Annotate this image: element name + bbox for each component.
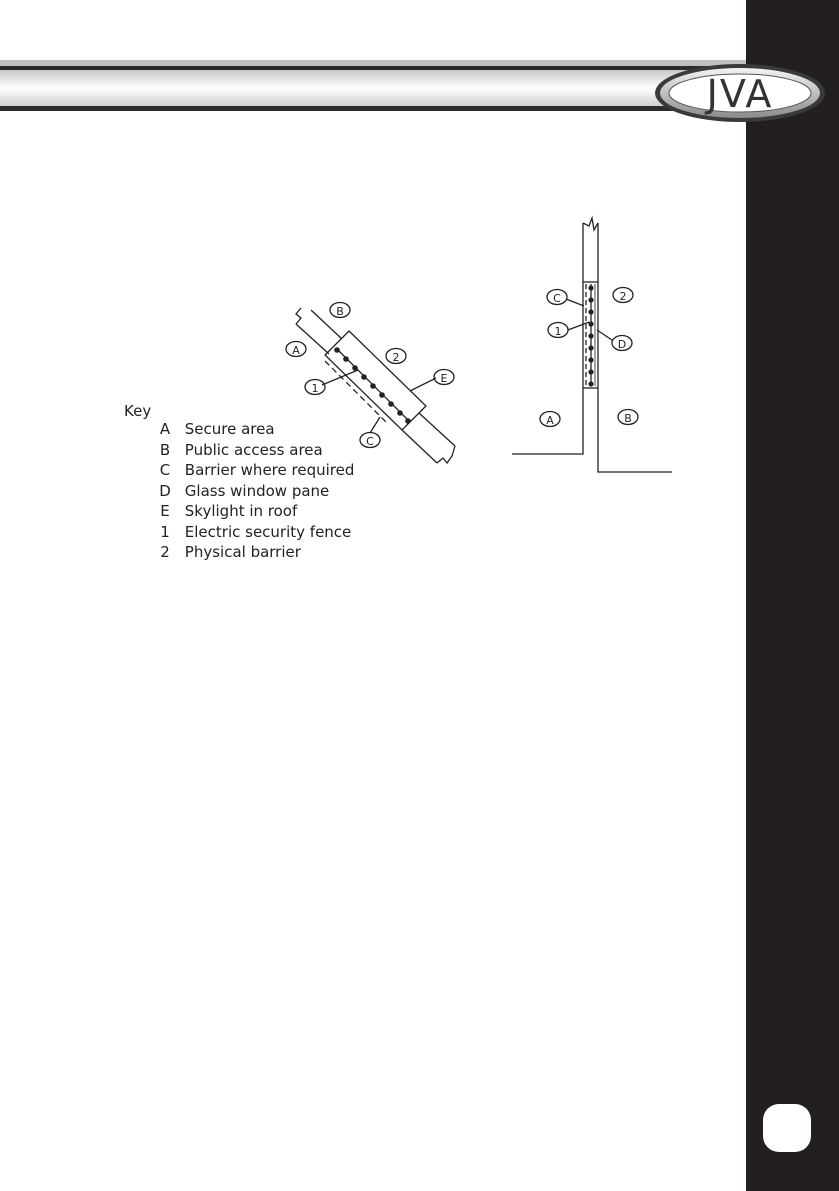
key-label: Public access area — [184, 440, 323, 459]
key-item — [150, 440, 354, 461]
svg-text:C: C — [553, 292, 561, 305]
label-2-left — [386, 349, 406, 365]
svg-text:C: C — [366, 435, 374, 448]
label-1-left — [305, 380, 325, 396]
page-number-badge — [763, 1104, 811, 1152]
key-label: Glass window pane — [184, 481, 330, 500]
key-label: Secure area — [184, 420, 275, 438]
key-code: E — [160, 502, 170, 520]
svg-text:B: B — [336, 305, 344, 318]
svg-text:E: E — [440, 372, 448, 385]
key-code: D — [159, 481, 171, 500]
svg-text:1: 1 — [554, 325, 562, 338]
label-D-right — [612, 336, 632, 352]
key-label: Barrier where required — [184, 461, 355, 479]
svg-text:2: 2 — [619, 290, 627, 303]
label-2-right — [613, 288, 633, 304]
fence-dots-right — [588, 285, 593, 386]
label-A-left — [286, 342, 306, 358]
label-E-left — [434, 370, 454, 386]
key-item — [150, 542, 354, 563]
key-label: Electric security fence — [184, 522, 352, 541]
svg-text:1: 1 — [311, 382, 319, 395]
svg-text:A: A — [292, 344, 300, 357]
key-code: C — [159, 461, 171, 479]
security-diagram — [0, 0, 746, 620]
key-code: 2 — [160, 543, 170, 561]
key-item — [150, 419, 354, 440]
key-item — [150, 501, 354, 522]
logo-text: JVA — [706, 72, 774, 116]
key-item — [150, 481, 354, 502]
key-title: Key — [124, 402, 152, 420]
side-bar — [746, 0, 839, 1191]
window-diagram — [512, 218, 672, 472]
key-item — [150, 522, 354, 543]
key-label: Physical barrier — [184, 543, 301, 561]
label-B-right — [618, 410, 638, 426]
label-1-right — [548, 323, 568, 339]
label-C-left — [360, 433, 380, 449]
key-label: Skylight in roof — [184, 502, 298, 520]
key-list — [150, 419, 354, 563]
svg-text:A: A — [546, 414, 554, 427]
key-code: 1 — [160, 522, 170, 541]
label-B-left — [330, 303, 350, 319]
label-A-right — [540, 412, 560, 428]
label-C-right — [547, 290, 567, 306]
key-code: A — [159, 420, 171, 438]
key-item — [150, 460, 354, 481]
svg-text:B: B — [624, 412, 632, 425]
key-code: B — [159, 440, 171, 459]
svg-text:D: D — [617, 338, 627, 351]
svg-text:2: 2 — [392, 351, 400, 364]
